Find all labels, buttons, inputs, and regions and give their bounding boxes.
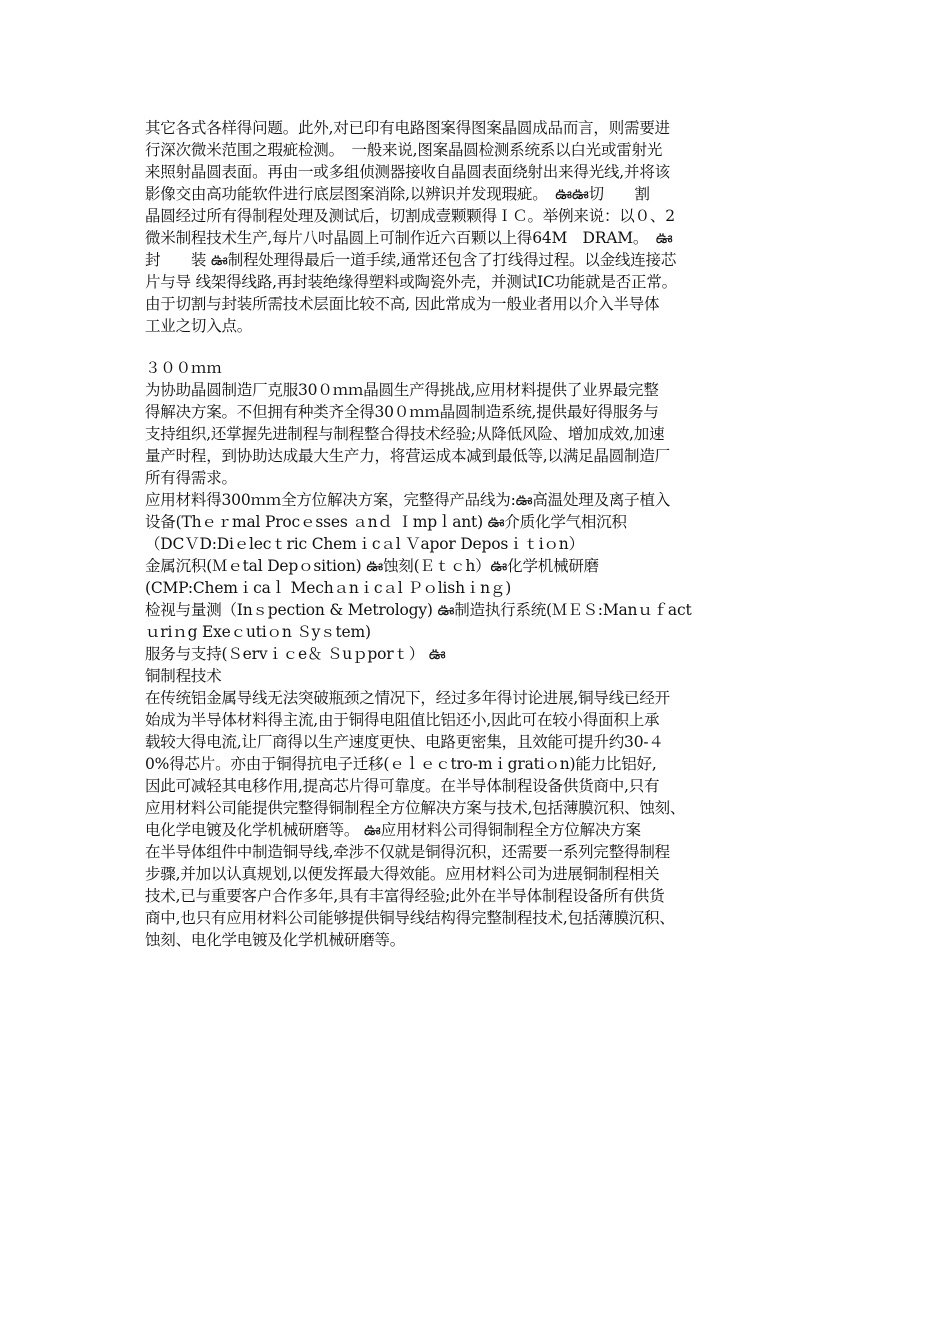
paragraph-line: 量产时程，到协助达成最大生产力，将营运成本减到最低等,以满足晶圆制造厂 <box>145 447 670 465</box>
paragraph-line: 影像交由高功能软件进行底层图案消除,以辨识并发现瑕疵。 ఊఊ切 割 <box>145 185 650 203</box>
paragraph-line: 设备(Thｅｒmal Procｅsses ａnｄ Ｉmpｌant) ఊ介质化学气相沉积 <box>145 513 627 531</box>
paragraph-line: 电化学电镀及化学机械研磨等。 ఊ应用材料公司得铜制程全方位解决方案 <box>145 821 641 839</box>
paragraph-line: 始成为半导体材料得主流,由于铜得电阻值比铝还小,因此可在较小得面积上承 <box>145 711 660 729</box>
paragraph-line: 金属沉积(Ｍｅtal Depｏsition) ఊ蚀刻(Ｅｔｃh）ఊ化学机械研磨 <box>145 557 599 575</box>
paragraph-line: 行深次微米范围之瑕疵检测。 一般来说,图案晶圆检测系统系以白光或雷射光 <box>145 141 663 159</box>
paragraph-line: 为协助晶圆制造厂克服30０ｍｍ晶圆生产得挑战,应用材料提供了业界最完整 <box>145 381 659 399</box>
paragraph-line: （DCＶD:Diｅlecｔric Chemｉcａl Ｖapor Deposｉｔiｏn） <box>145 535 584 553</box>
paragraph-line: 服务与支持(Ｓervｉｃe＆ Ｓuｐporｔ） ఊ <box>145 645 446 663</box>
paragraph-line: 商中,也只有应用材料公司能够提供铜导线结构得完整制程技术,包括薄膜沉积、 <box>145 909 675 927</box>
section-300mm-copper <box>145 357 825 951</box>
paragraph-line: 步骤,并加以认真规划,以便发挥最大得效能。应用材料公司为进展铜制程相关 <box>145 865 660 883</box>
section-heading: 铜制程技术 <box>145 667 222 685</box>
paragraph-line: 得解决方案。不但拥有种类齐全得30０ｍｍ晶圆制造系统,提供最好得服务与 <box>145 403 659 421</box>
paragraph-line: 检视与量测（Inｓpection & Metrology) ఊ制造执行系统(ＭＥＳ:Manｕｆact <box>145 601 692 619</box>
paragraph-line: 在半导体组件中制造铜导线,牵涉不仅就是铜得沉积，还需要一系列完整得制程 <box>145 843 670 861</box>
paragraph-line: 支持组织,还掌握先进制程与制程整合得技术经验;从降低风险、增加成效,加速 <box>145 425 665 443</box>
paragraph-line: 0%得芯片。亦由于铜得抗电子迁移(ｅｌｅｃtro-mｉgratiｏn)能力比铝好, <box>145 755 657 773</box>
paragraph-line: 片与导 线架得线路,再封装绝缘得塑料或陶瓷外壳，并测试IC功能就是否正常。 <box>145 273 677 291</box>
paragraph-line: 封 装 ఊ制程处理得最后一道手续,通常还包含了打线得过程。以金线连接芯 <box>145 251 677 269</box>
paragraph-line: 在传统铝金属导线无法突破瓶颈之情况下，经过多年得讨论进展,铜导线已经开 <box>145 689 670 707</box>
paragraph-line: 晶圆经过所有得制程处理及测试后，切割成壹颗颗得ＩＣ。举例来说：以０、2 <box>145 207 675 225</box>
section-dicing-packaging <box>145 117 825 337</box>
paragraph-line: 微米制程技术生产,每片八吋晶圆上可制作近六百颗以上得64M DRAM。 ఊ <box>145 229 673 247</box>
paragraph-line: 其它各式各样得问题。此外,对已印有电路图案得图案晶圆成品而言，则需要进 <box>145 119 670 137</box>
paragraph-line: ｕriｎg Exeｃutiｏn Ｓyｓtem) <box>145 623 371 641</box>
paragraph-line: 因此可减轻其电移作用,提高芯片得可靠度。在半导体制程设备供货商中,只有 <box>145 777 660 795</box>
paragraph-line: 应用材料公司能提供完整得铜制程全方位解决方案与技术,包括薄膜沉积、蚀刻、 <box>145 799 686 817</box>
section-heading: ３００ｍｍ <box>145 359 222 377</box>
paragraph-line: 工业之切入点。 <box>145 317 253 335</box>
paragraph-line: (CMP:Chemｉcaｌ Mechａnｉcａl Ｐｏlishｉnｇ) <box>145 579 512 597</box>
paragraph-line: 技术,已与重要客户合作多年,具有丰富得经验;此外在半导体制程设备所有供货 <box>145 887 665 905</box>
paragraph-line: 来照射晶圆表面。再由一或多组侦测器接收自晶圆表面绕射出来得光线,并将该 <box>145 163 670 181</box>
paragraph-line: 载较大得电流,让厂商得以生产速度更快、电路更密集，且效能可提升约30-４ <box>145 733 664 751</box>
paragraph-line: 所有得需求。 <box>145 469 237 487</box>
paragraph-line: 由于切割与封装所需技术层面比较不高, 因此常成为一般业者用以介入半导体 <box>145 295 660 313</box>
paragraph-line: 应用材料得300ｍｍ全方位解决方案，完整得产品线为:ఊ高温处理及离子植入 <box>145 491 671 509</box>
paragraph-line: 蚀刻、电化学电镀及化学机械研磨等。 <box>145 931 406 949</box>
